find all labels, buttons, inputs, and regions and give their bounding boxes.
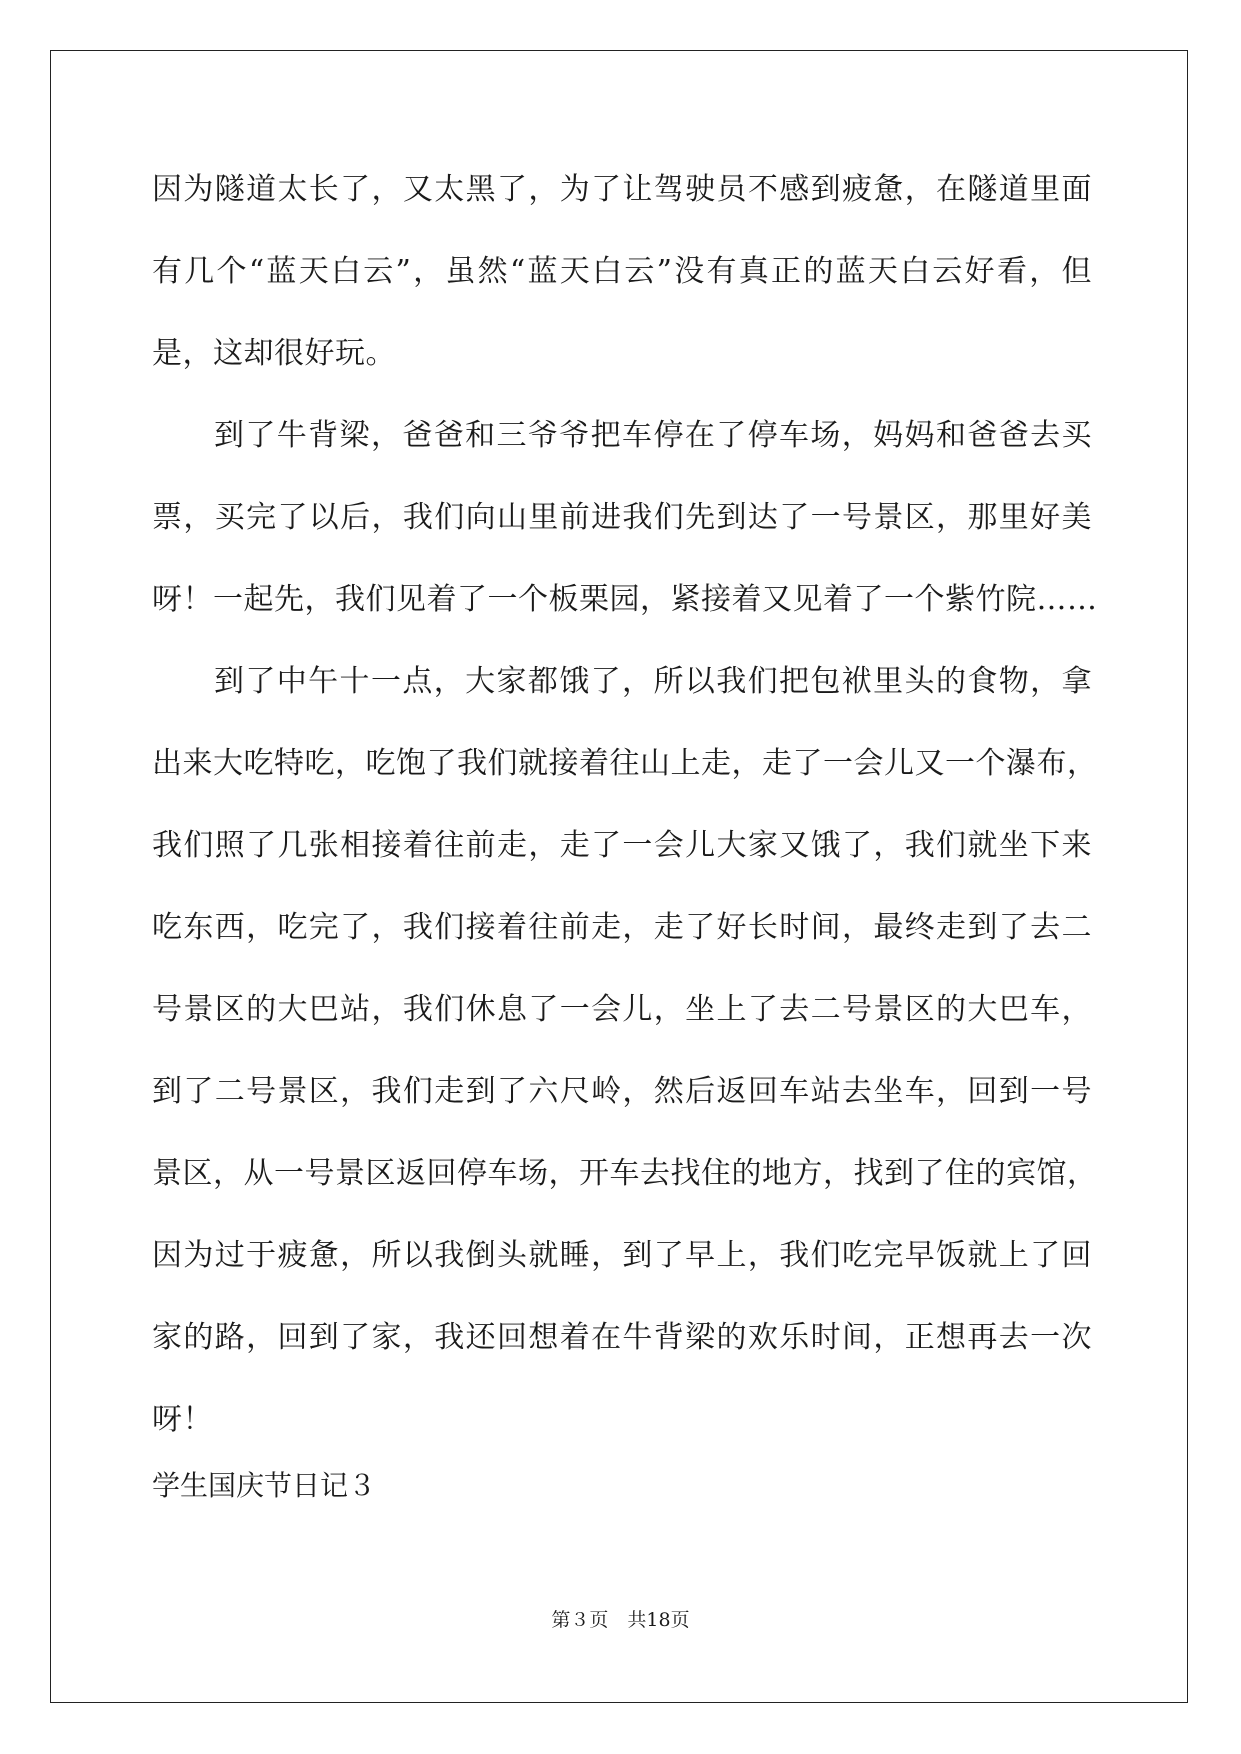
body-line: 是，这却很好玩。 [152, 336, 396, 371]
body-line: 因为隧道太长了，又太黑了，为了让驾驶员不感到疲惫，在隧道里面 [152, 172, 1092, 207]
page-border [50, 50, 1188, 1703]
body-line: 有几个“蓝天白云”，虽然“蓝天白云”没有真正的蓝天白云好看，但 [152, 254, 1092, 289]
body-line: 吃东西，吃完了，我们接着往前走，走了好长时间，最终走到了去二 [152, 910, 1092, 945]
body-line: 出来大吃特吃，吃饱了我们就接着往山上走，走了一会儿又一个瀑布， [152, 746, 1098, 781]
body-line: 到了二号景区，我们走到了六尺岭，然后返回车站去坐车，回到一号 [152, 1074, 1092, 1109]
body-line: 票，买完了以后，我们向山里前进我们先到达了一号景区，那里好美 [152, 500, 1092, 535]
page-number-footer: 第３页 共18页 [551, 1609, 690, 1631]
paragraph-first-line: 到了中午十一点，大家都饿了，所以我们把包袱里头的食物，拿 [214, 664, 1092, 699]
body-line: 景区，从一号景区返回停车场，开车去找住的地方，找到了住的宾馆， [152, 1156, 1098, 1191]
body-line: 号景区的大巴站，我们休息了一会儿，坐上了去二号景区的大巴车， [152, 992, 1092, 1027]
section-heading: 学生国庆节日记３ [152, 1469, 377, 1502]
body-line: 呀！ [152, 1402, 213, 1437]
body-line: 家的路，回到了家，我还回想着在牛背梁的欢乐时间，正想再去一次 [152, 1320, 1092, 1355]
body-line: 呀！一起先，我们见着了一个板栗园，紧接着又见着了一个紫竹院…… [152, 582, 1098, 617]
paragraph-first-line: 到了牛背梁，爸爸和三爷爷把车停在了停车场，妈妈和爸爸去买 [214, 418, 1092, 453]
body-line: 因为过于疲惫，所以我倒头就睡，到了早上，我们吃完早饭就上了回 [152, 1238, 1092, 1273]
body-line: 我们照了几张相接着往前走，走了一会儿大家又饿了，我们就坐下来 [152, 828, 1092, 863]
